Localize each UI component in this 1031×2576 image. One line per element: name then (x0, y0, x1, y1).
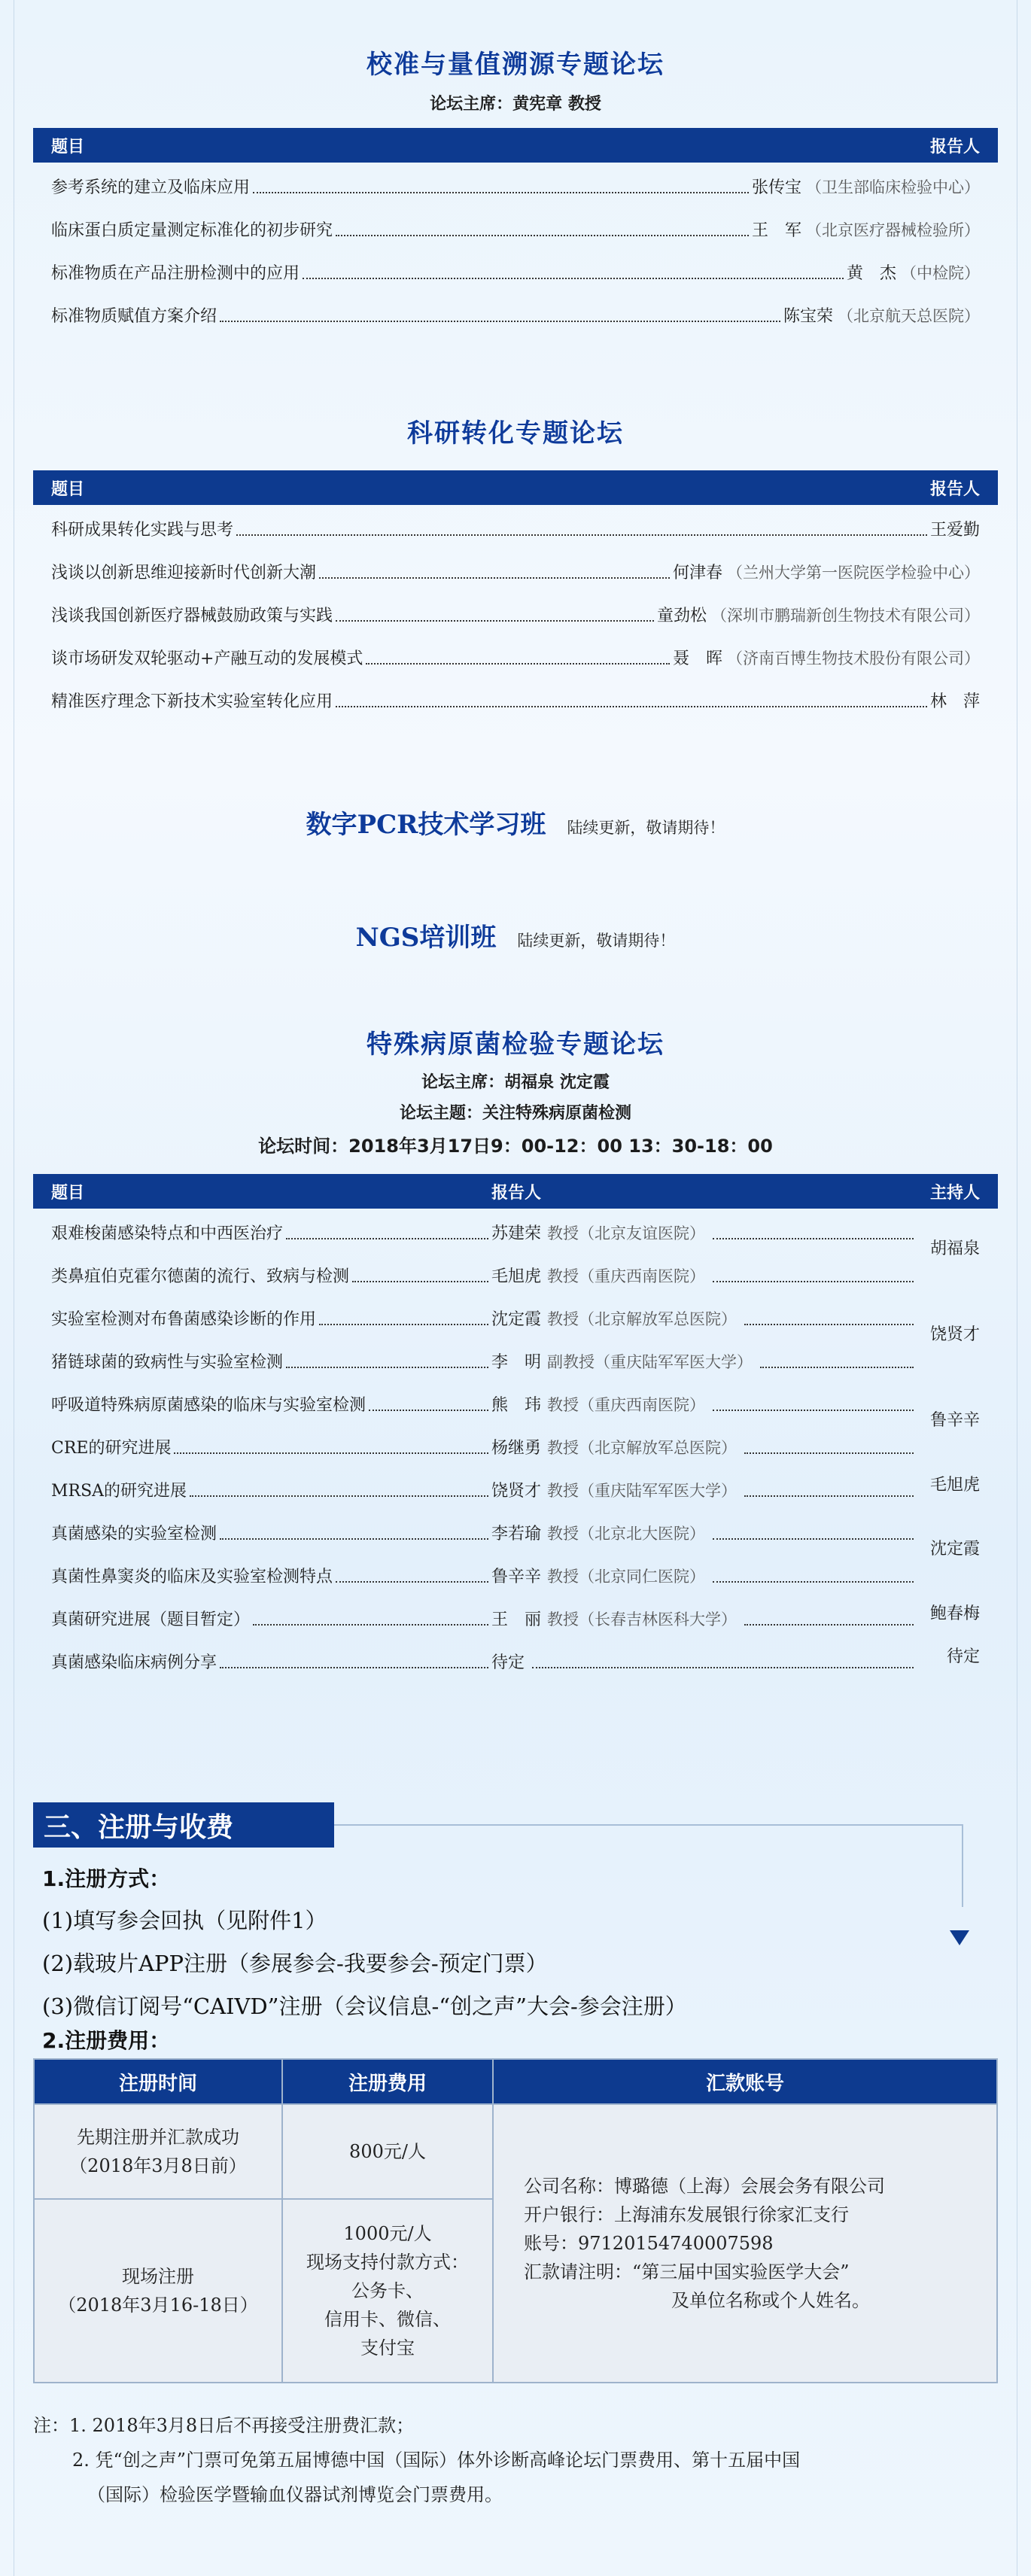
speaker-name: 何津春 (672, 564, 722, 582)
dot-leader (713, 1581, 914, 1583)
topic-cell (51, 1435, 491, 1458)
dot-leader (713, 1281, 914, 1282)
speaker-name: 陈宝荣 (783, 307, 833, 326)
pcr-title: 数字PCR技术学习班 (306, 810, 546, 840)
topic-cell (51, 1607, 491, 1630)
topic-text: 艰难梭菌感染特点和中西医治疗 (51, 1224, 284, 1243)
research-table-header (33, 470, 998, 505)
method-item: (1)填写参会回执（见附件1） (42, 1908, 327, 1933)
table-row (33, 248, 998, 291)
dot-leader (319, 577, 670, 579)
dot-leader (220, 1667, 488, 1668)
special-table-header (33, 1174, 998, 1209)
speaker-name: 沈定霞 (491, 1310, 542, 1329)
method-item: (3)微信订阅号“CAIVD”注册（会议信息-“创之声”大会-参会注册） (42, 1994, 687, 2019)
special-theme: 论坛主题：关注特殊病原菌检测 (399, 1104, 631, 1123)
topic-cell (51, 1221, 491, 1244)
topic-text: 谈市场研发双轮驱动+产融互动的发展模式 (51, 649, 363, 668)
dot-leader (352, 1281, 488, 1282)
method-title: 1.注册方式： (42, 1866, 171, 1891)
special-rows (33, 1209, 998, 1680)
calibration-forum (33, 44, 998, 334)
topic-text: MRSA的研究进展 (51, 1482, 187, 1501)
fee-table (33, 2058, 998, 2383)
topic-cell (51, 1478, 491, 1501)
calibration-rows (33, 163, 998, 334)
dot-leader (220, 321, 780, 322)
topic-cell (51, 1264, 491, 1287)
topic-text: 猪链球菌的致病性与实验室检测 (51, 1353, 284, 1372)
table-row (33, 677, 998, 719)
table-row (33, 1337, 998, 1380)
topic-text: 实验室检测对布鲁菌感染诊断的作用 (51, 1310, 317, 1329)
col-speaker: 报告人 (929, 137, 980, 157)
research-rows (33, 505, 998, 719)
fee-col-fee: 注册费用 (282, 2059, 493, 2104)
ngs-title: NGS培训班 (355, 923, 497, 953)
speaker-affiliation: 教授（北京友谊医院） (547, 1224, 706, 1242)
dot-leader (744, 1452, 914, 1454)
note-line: 注：1. 2018年3月8日后不再接受注册费汇款； (33, 2415, 415, 2436)
dot-leader (319, 1324, 488, 1325)
table-row (33, 505, 998, 548)
host-name: 毛旭虎 (929, 1476, 980, 1495)
col-topic: 题目 (51, 137, 85, 157)
table-row (33, 1466, 998, 1509)
topic-text: 科研成果转化实践与思考 (51, 521, 234, 540)
table-row (33, 291, 998, 334)
research-title: 科研转化专题论坛 (407, 418, 624, 449)
host-name: 鲁辛辛 (929, 1411, 980, 1430)
table-row (33, 1552, 998, 1595)
table-row (33, 1209, 998, 1252)
host-name: 胡福泉 (929, 1239, 980, 1258)
speaker-name: 张传宝 (751, 178, 801, 197)
speaker-affiliation: 教授（长春吉林医科大学） (547, 1610, 738, 1629)
speaker-affiliation: 教授（重庆西南医院） (547, 1396, 706, 1414)
topic-cell (51, 1564, 491, 1587)
col-topic: 题目 (51, 479, 85, 499)
topic-text: 参考系统的建立及临床应用 (51, 178, 251, 197)
speaker-affiliation: 副教授（重庆陆军军医大学） (547, 1353, 753, 1371)
speaker-affiliation: 教授（北京同仁医院） (547, 1568, 706, 1586)
dot-leader (369, 1410, 488, 1411)
dot-leader (744, 1324, 914, 1325)
speaker-name: 林 萍 (929, 692, 980, 711)
special-title: 特殊病原菌检验专题论坛 (366, 1029, 665, 1060)
speaker-name: 黄 杰 (846, 264, 896, 283)
speaker-affiliation: （深圳市鹏瑞新创生物技术有限公司） (711, 607, 980, 625)
dot-leader (253, 1624, 488, 1626)
special-forum (33, 1023, 998, 1680)
speaker-name: 饶贤才 (491, 1482, 542, 1501)
calibration-table-header (33, 128, 998, 163)
speaker-name: 王爱勤 (929, 521, 980, 540)
speaker-affiliation: 教授（北京北大医院） (547, 1525, 706, 1543)
note-line: 2. 凭“创之声”门票可免第五届博德中国（国际）体外诊断高峰论坛门票费用、第十五届中国 (72, 2450, 801, 2471)
host-name: 沈定霞 (929, 1540, 980, 1559)
account-info: 公司名称：博璐德（上海）会展会务有限公司 开户银行：上海浦东发展银行徐家汇支行 账号：97120154740007598 汇款请注明：“第三届中国实验医学大会” 及单位名称或个人姓名。 (493, 2104, 997, 2383)
topic-text: 真菌感染的实验室检测 (51, 1525, 217, 1543)
topic-text: 浅谈以创新思维迎接新时代创新大潮 (51, 564, 317, 582)
pcr-course (33, 804, 998, 841)
dot-leader (220, 1538, 488, 1540)
table-row (33, 1294, 998, 1337)
speaker-name: 聂 晖 (672, 649, 722, 668)
topic-text: 浅谈我国创新医疗器械鼓励政策与实践 (51, 607, 333, 625)
host-name: 待定 (946, 1647, 980, 1666)
topic-text: 精准医疗理念下新技术实验室转化应用 (51, 692, 333, 711)
table-row (33, 548, 998, 591)
topic-text: 真菌性鼻窦炎的临床及实验室检测特点 (51, 1568, 333, 1586)
heading-rule (334, 1824, 962, 1826)
dot-leader (336, 706, 927, 707)
dot-leader (286, 1367, 488, 1368)
fee-title: 2.注册费用： (42, 2028, 171, 2053)
fee-col-account: 汇款账号 (493, 2059, 997, 2104)
host-name: 饶贤才 (929, 1325, 980, 1344)
ngs-note: 陆续更新，敬请期待！ (517, 932, 676, 950)
topic-text: 标准物质在产品注册检测中的应用 (51, 264, 300, 283)
note-line: （国际）检验医学暨输血仪器试剂博览会门票费用。 (87, 2484, 503, 2505)
dot-leader (174, 1452, 488, 1454)
speaker-affiliation: 教授（北京解放军总医院） (547, 1310, 738, 1328)
topic-cell (51, 1349, 491, 1373)
speaker-name: 童劲松 (656, 607, 707, 625)
table-row (33, 634, 998, 677)
speaker-affiliation: （卫生部临床检验中心） (806, 178, 980, 196)
speaker-name: 杨继勇 (491, 1439, 542, 1458)
topic-cell (51, 1306, 491, 1330)
speaker-name: 鲁辛辛 (491, 1568, 542, 1586)
speaker-name: 李 明 (491, 1353, 542, 1372)
speaker-affiliation: 教授（北京解放军总医院） (547, 1439, 738, 1457)
calibration-chair: 论坛主席：黄宪章 教授 (430, 95, 601, 114)
topic-cell (51, 1392, 491, 1416)
dot-leader (336, 620, 654, 622)
method-item: (2)载玻片APP注册（参展参会-我要参会-预定门票） (42, 1951, 548, 1976)
dot-leader (253, 192, 749, 193)
table-row (33, 1595, 998, 1638)
speaker-affiliation: 教授（重庆陆军军医大学） (547, 1482, 738, 1500)
speaker-name: 待定 (491, 1653, 525, 1672)
dot-leader (303, 278, 844, 279)
speaker-name: 李若瑜 (491, 1525, 542, 1543)
special-time: 论坛时间：2018年3月17日9：00-12：00 13：30-18：00 (258, 1136, 773, 1157)
triangle-down-icon (950, 1930, 969, 1945)
dot-leader (532, 1667, 914, 1668)
notes (33, 2408, 998, 2512)
pcr-note: 陆续更新，敬请期待！ (567, 819, 725, 837)
table-row (33, 1509, 998, 1552)
speaker-name: 王 丽 (491, 1610, 542, 1629)
col-host: 主持人 (929, 1183, 980, 1203)
table-row (33, 205, 998, 248)
topic-cell (51, 1650, 491, 1673)
registration-heading: 三、注册与收费 (33, 1802, 334, 1848)
dot-leader (744, 1624, 914, 1626)
table-row (33, 591, 998, 634)
research-forum (33, 412, 998, 719)
special-chair: 论坛主席：胡福泉 沈定霞 (421, 1073, 610, 1092)
dot-leader (713, 1538, 914, 1540)
topic-text: 临床蛋白质定量测定标准化的初步研究 (51, 221, 333, 240)
table-row (33, 1423, 998, 1466)
speaker-affiliation: 教授（重庆西南医院） (547, 1267, 706, 1285)
topic-cell (51, 1521, 491, 1544)
speaker-name: 苏建荣 (491, 1224, 542, 1243)
speaker-name: 熊 玮 (491, 1396, 542, 1415)
table-row (33, 1380, 998, 1423)
dot-leader (744, 1495, 914, 1497)
speaker-affiliation: （济南百博生物技术股份有限公司） (727, 649, 980, 668)
topic-text: 标准物质赋值方案介绍 (51, 307, 217, 326)
speaker-affiliation: （兰州大学第一医院医学检验中心） (727, 564, 980, 582)
dot-leader (336, 235, 749, 236)
onsite-fee: 1000元/人 现场支持付款方式： 公务卡、 信用卡、微信、 支付宝 (282, 2199, 493, 2383)
table-row (33, 1638, 998, 1680)
early-time: 先期注册并汇款成功 （2018年3月8日前） (34, 2104, 282, 2199)
heading-rule-vertical (962, 1824, 963, 1907)
dot-leader (336, 1581, 488, 1583)
topic-text: 类鼻疽伯克霍尔德菌的流行、致病与检测 (51, 1267, 350, 1286)
table-row (33, 163, 998, 205)
topic-text: 呼吸道特殊病原菌感染的临床与实验室检测 (51, 1396, 366, 1415)
topic-text: 真菌感染临床病例分享 (51, 1653, 217, 1672)
speaker-name: 王 军 (751, 221, 801, 240)
dot-leader (366, 663, 670, 665)
dot-leader (713, 1410, 914, 1411)
speaker-name: 毛旭虎 (491, 1267, 542, 1286)
dot-leader (286, 1238, 488, 1239)
col-topic: 题目 (51, 1183, 85, 1203)
fee-col-time: 注册时间 (34, 2059, 282, 2104)
speaker-affiliation: （北京航天总医院） (838, 307, 980, 325)
topic-text: CRE的研究进展 (51, 1439, 172, 1458)
onsite-time: 现场注册 （2018年3月16-18日） (34, 2199, 282, 2383)
dot-leader (236, 534, 927, 536)
table-row (33, 1252, 998, 1294)
speaker-affiliation: （北京医疗器械检验所） (806, 221, 980, 239)
col-speaker: 报告人 (929, 479, 980, 499)
topic-text: 真菌研究进展（题目暂定） (51, 1610, 251, 1629)
host-name: 鲍春梅 (929, 1604, 980, 1623)
dot-leader (760, 1367, 914, 1368)
col-speaker: 报告人 (491, 1183, 542, 1203)
speaker-affiliation: （中检院） (901, 264, 980, 282)
calibration-title: 校准与量值溯源专题论坛 (366, 50, 665, 80)
dot-leader (190, 1495, 488, 1497)
early-fee: 800元/人 (282, 2104, 493, 2199)
dot-leader (713, 1238, 914, 1239)
ngs-course (33, 917, 998, 953)
